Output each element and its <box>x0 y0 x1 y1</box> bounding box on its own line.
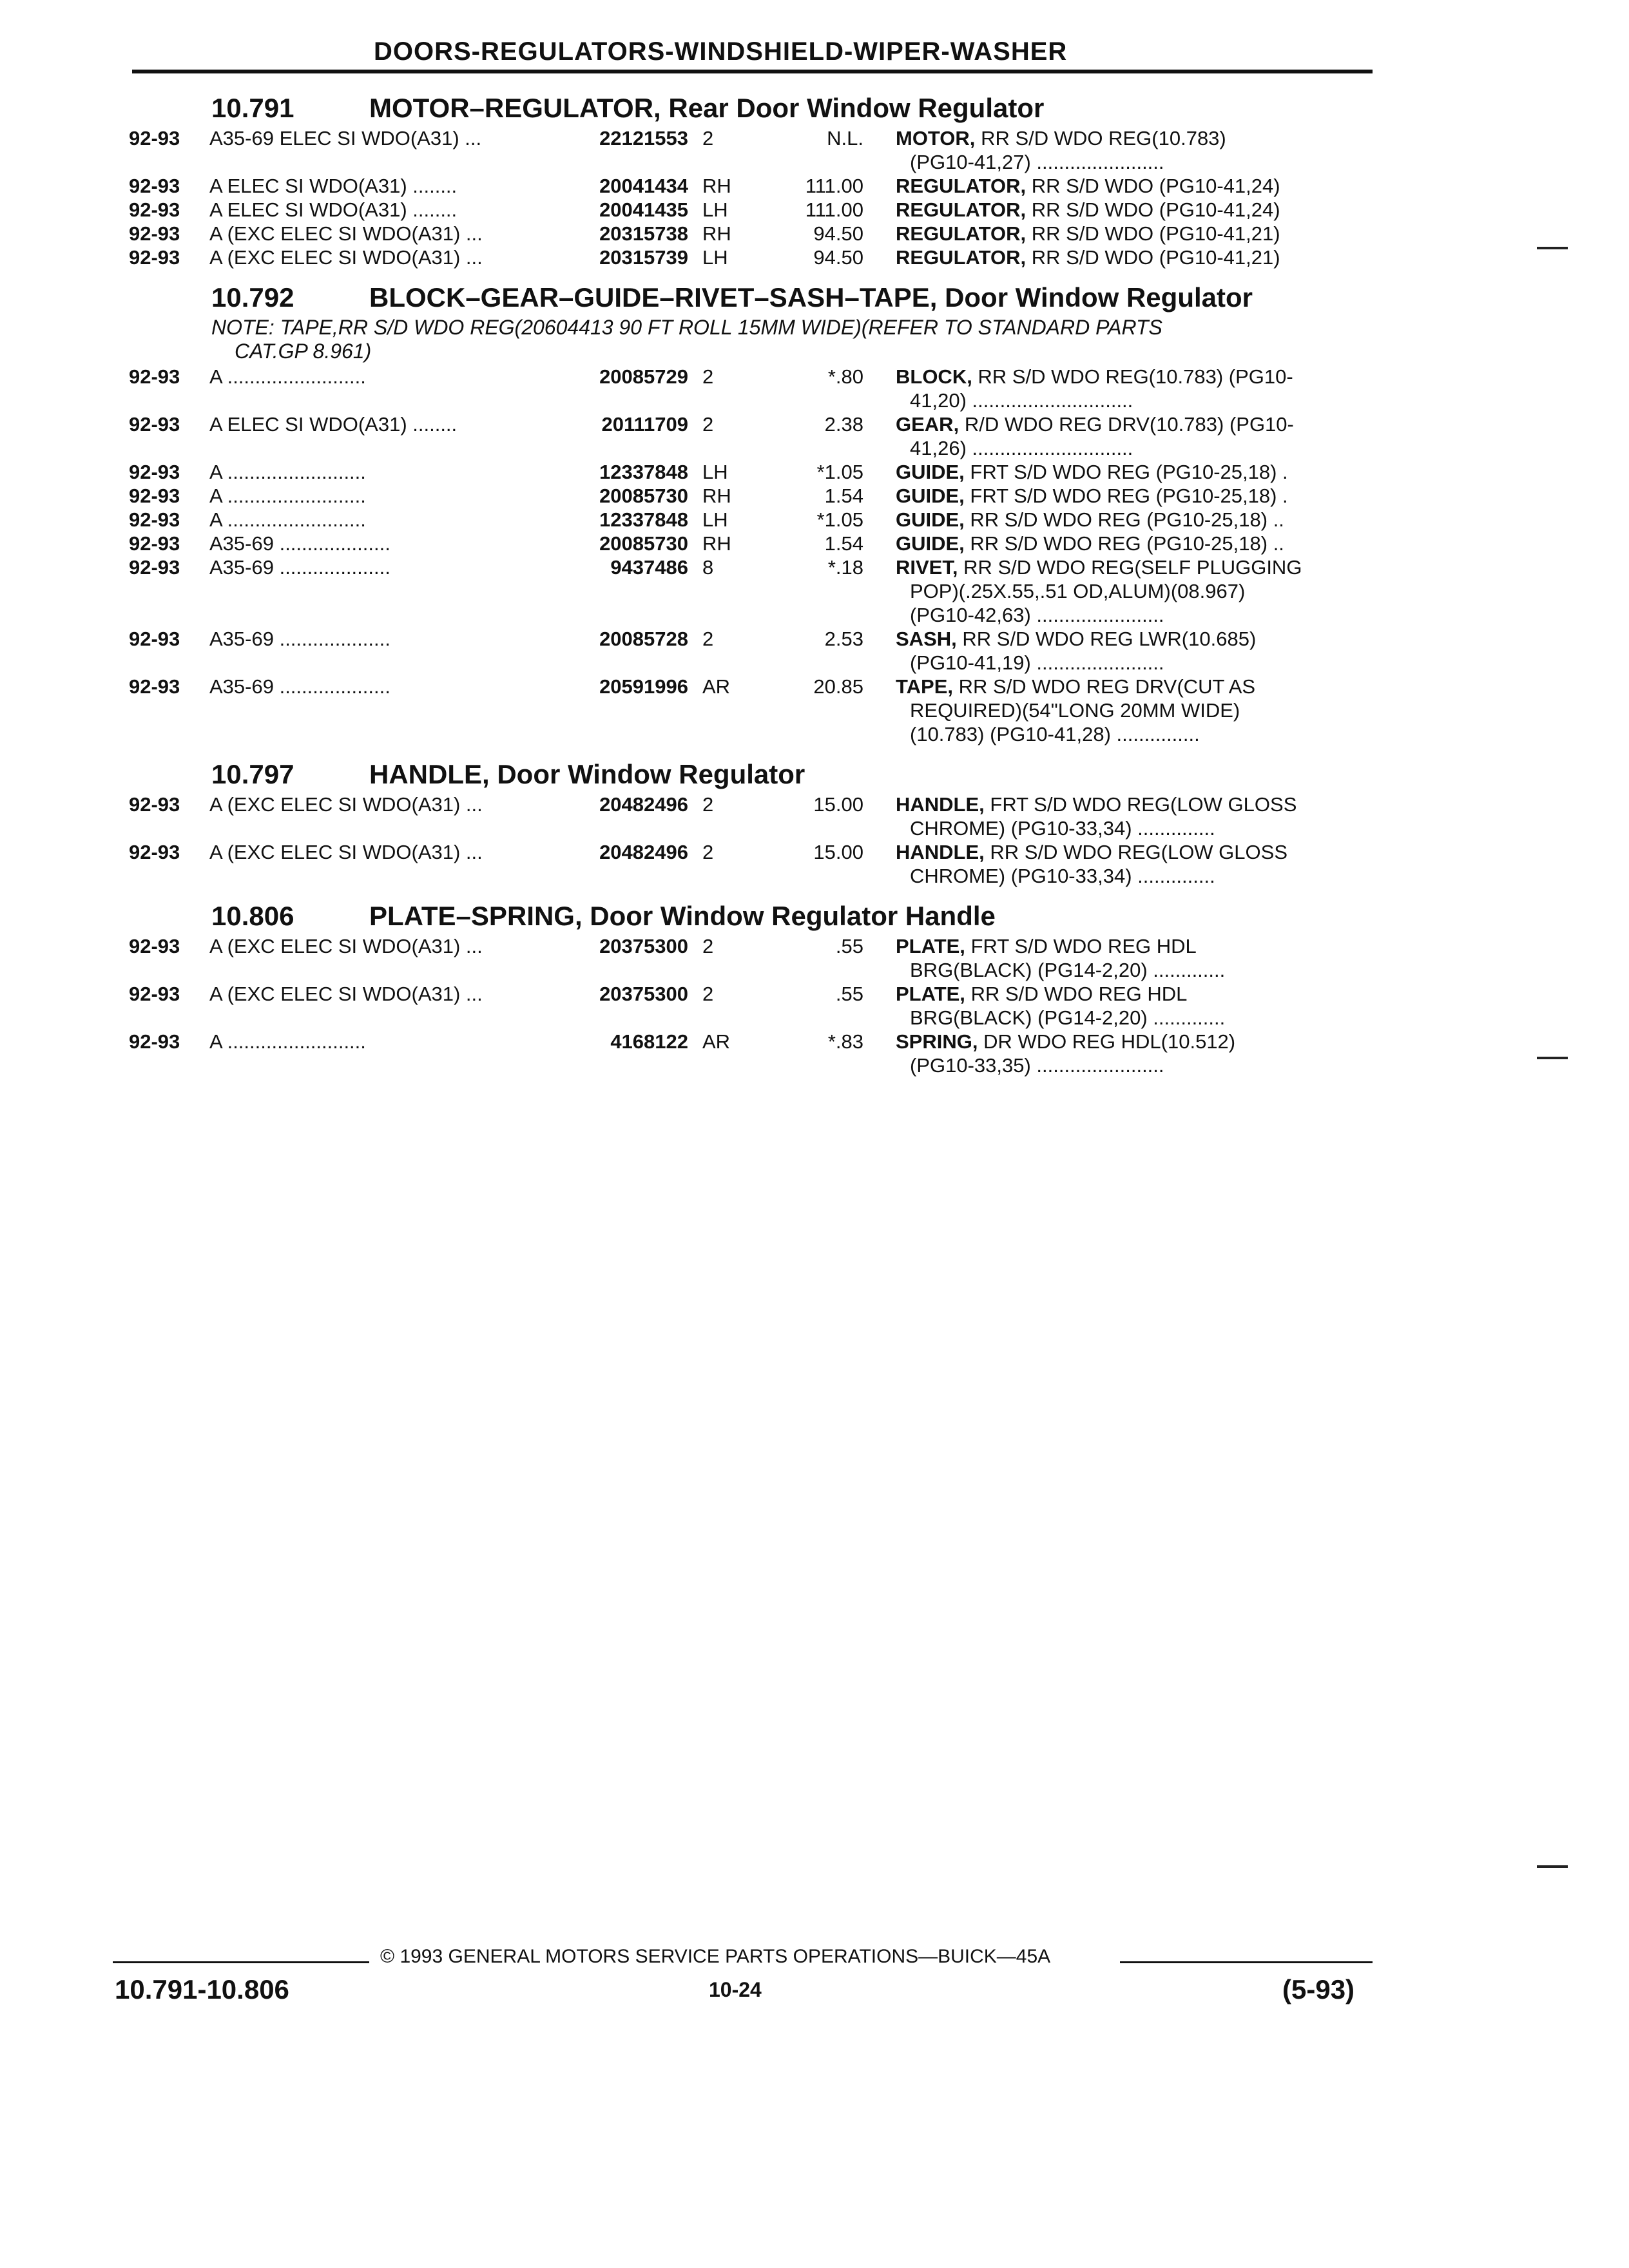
model-year: 92-93 <box>129 461 180 483</box>
model-year: 92-93 <box>129 485 180 507</box>
part-number: 20375300 <box>599 983 688 1005</box>
price: 111.00 <box>805 198 863 221</box>
margin-tick <box>1537 247 1568 249</box>
part-description: R/D WDO REG DRV(10.783) (PG10- <box>964 413 1294 436</box>
part-name: REGULATOR, <box>896 246 1027 269</box>
usage-code: A (EXC ELEC SI WDO(A31) ... <box>209 983 483 1005</box>
description <box>896 1030 1369 1077</box>
price: 2.53 <box>824 628 863 650</box>
usage-code: A (EXC ELEC SI WDO(A31) ... <box>209 841 483 863</box>
part-name: GEAR, <box>896 413 959 436</box>
part-description: RR S/D WDO (PG10-41,21) <box>1031 246 1280 269</box>
table-row <box>0 532 1629 555</box>
part-number: 20375300 <box>599 935 688 957</box>
part-description: RR S/D WDO REG HDL <box>970 983 1188 1005</box>
part-name: HANDLE, <box>896 793 985 816</box>
part-number: 12337848 <box>599 461 688 483</box>
usage-code: A (EXC ELEC SI WDO(A31) ... <box>209 222 483 245</box>
table-row <box>0 627 1629 675</box>
part-name: GUIDE, <box>896 485 965 507</box>
quantity: RH <box>702 532 731 555</box>
table-row <box>0 460 1629 484</box>
description <box>896 627 1369 675</box>
price: 20.85 <box>813 675 863 698</box>
section-title: PLATE–SPRING, Door Window Regulator Handle <box>369 901 996 931</box>
quantity: 2 <box>702 935 714 957</box>
model-year: 92-93 <box>129 246 180 269</box>
part-description-cont: (PG10-41,27) ....................... <box>910 151 1164 173</box>
model-year: 92-93 <box>129 222 180 245</box>
price: 94.50 <box>813 246 863 269</box>
part-description-cont: (PG10-41,19) ....................... <box>910 651 1164 674</box>
part-description-cont: 41,26) ............................. <box>910 437 1133 459</box>
description <box>896 675 1369 746</box>
quantity: LH <box>702 508 728 531</box>
section-note <box>211 316 1320 363</box>
section-title: HANDLE, Door Window Regulator <box>369 759 805 789</box>
part-description-cont: (PG10-42,63) ....................... <box>910 604 1164 626</box>
model-year: 92-93 <box>129 413 180 436</box>
part-name: MOTOR, <box>896 127 976 149</box>
table-row <box>0 222 1629 245</box>
description <box>896 412 1369 460</box>
part-name: REGULATOR, <box>896 222 1027 245</box>
description <box>896 532 1369 555</box>
table-row <box>0 840 1629 888</box>
part-description-cont: CHROME) (PG10-33,34) .............. <box>910 817 1215 840</box>
price: 94.50 <box>813 222 863 245</box>
part-number: 20041434 <box>599 175 688 197</box>
description <box>896 934 1369 982</box>
table-row <box>0 793 1629 840</box>
price: 1.54 <box>824 485 863 507</box>
part-name: RIVET, <box>896 556 958 579</box>
section-heading <box>0 84 1629 126</box>
part-name: HANDLE, <box>896 841 985 863</box>
quantity: 2 <box>702 983 714 1005</box>
part-number: 20041435 <box>599 198 688 221</box>
part-name: GUIDE, <box>896 508 965 531</box>
part-description: RR S/D WDO (PG10-41,24) <box>1031 175 1280 197</box>
model-year: 92-93 <box>129 1030 180 1053</box>
page-title: DOORS-REGULATORS-WINDSHIELD-WIPER-WASHER <box>374 37 1068 66</box>
part-description: RR S/D WDO REG(10.783) (PG10- <box>978 365 1293 388</box>
footer-date: (5-93) <box>1282 1974 1355 2004</box>
price: 15.00 <box>813 841 863 863</box>
quantity: 8 <box>702 556 714 579</box>
table-row <box>0 484 1629 508</box>
description <box>896 460 1369 484</box>
usage-code: A35-69 .................... <box>209 532 390 555</box>
usage-code: A35-69 .................... <box>209 556 390 579</box>
margin-tick <box>1537 1057 1568 1059</box>
header-divider <box>132 70 1373 73</box>
price: .55 <box>835 935 863 957</box>
quantity: 2 <box>702 793 714 816</box>
model-year: 92-93 <box>129 983 180 1005</box>
part-number: 20085730 <box>599 532 688 555</box>
section-title: BLOCK–GEAR–GUIDE–RIVET–SASH–TAPE, Door Window Regulator <box>369 282 1253 312</box>
model-year: 92-93 <box>129 532 180 555</box>
part-description: RR S/D WDO REG LWR(10.685) <box>962 628 1257 650</box>
price: *1.05 <box>816 508 863 531</box>
price: 2.38 <box>824 413 863 436</box>
price: 15.00 <box>813 793 863 816</box>
part-number: 20111709 <box>601 413 688 436</box>
description <box>896 484 1369 508</box>
part-number: 9437486 <box>610 556 688 579</box>
quantity: 2 <box>702 841 714 863</box>
description <box>896 840 1369 888</box>
usage-code: A ELEC SI WDO(A31) ........ <box>209 413 458 436</box>
price: N.L. <box>827 127 863 149</box>
description <box>896 982 1369 1030</box>
quantity: 2 <box>702 127 714 149</box>
part-description: RR S/D WDO REG(SELF PLUGGING <box>963 556 1302 579</box>
quantity: 2 <box>702 365 714 388</box>
description <box>896 174 1369 198</box>
model-year: 92-93 <box>129 127 180 149</box>
model-year: 92-93 <box>129 628 180 650</box>
table-row <box>0 555 1629 627</box>
footer-page-number: 10-24 <box>709 1978 762 2001</box>
model-year: 92-93 <box>129 935 180 957</box>
section-number: 10.797 <box>211 759 294 789</box>
usage-code: A ......................... <box>209 508 366 531</box>
section-number: 10.806 <box>211 901 294 931</box>
usage-code: A (EXC ELEC SI WDO(A31) ... <box>209 935 483 957</box>
part-description-cont: (PG10-33,35) ....................... <box>910 1054 1164 1077</box>
part-description: RR S/D WDO (PG10-41,24) <box>1031 198 1280 221</box>
section-heading <box>0 273 1629 316</box>
price: 111.00 <box>805 175 863 197</box>
footer-copyright: © 1993 GENERAL MOTORS SERVICE PARTS OPERATIONS—BUICK—45A <box>380 1946 1051 1967</box>
part-name: BLOCK, <box>896 365 972 388</box>
usage-code: A35-69 .................... <box>209 628 390 650</box>
usage-code: A (EXC ELEC SI WDO(A31) ... <box>209 246 483 269</box>
part-description: RR S/D WDO (PG10-41,21) <box>1031 222 1280 245</box>
usage-code: A ......................... <box>209 461 366 483</box>
table-row <box>0 126 1629 174</box>
part-description-cont: POP)(.25X.55,.51 OD,ALUM)(08.967) <box>910 580 1246 602</box>
footer-divider-left <box>113 1961 369 1963</box>
margin-tick <box>1537 1865 1568 1868</box>
part-name: GUIDE, <box>896 461 965 483</box>
part-number: 20591996 <box>599 675 688 698</box>
model-year: 92-93 <box>129 793 180 816</box>
part-name: PLATE, <box>896 935 965 957</box>
part-name: REGULATOR, <box>896 198 1027 221</box>
part-number: 20085728 <box>599 628 688 650</box>
part-number: 12337848 <box>599 508 688 531</box>
section-number: 10.791 <box>211 93 294 123</box>
table-row <box>0 508 1629 532</box>
part-description: RR S/D WDO REG (PG10-25,18) .. <box>970 532 1284 555</box>
footer-divider-right <box>1120 1961 1373 1963</box>
part-description: RR S/D WDO REG(10.783) <box>981 127 1226 149</box>
part-name: SASH, <box>896 628 957 650</box>
part-description: FRT S/D WDO REG (PG10-25,18) . <box>970 485 1288 507</box>
description <box>896 793 1369 840</box>
part-description-cont: CHROME) (PG10-33,34) .............. <box>910 865 1215 887</box>
table-row <box>0 245 1629 269</box>
description <box>896 365 1369 412</box>
model-year: 92-93 <box>129 365 180 388</box>
table-row <box>0 198 1629 222</box>
model-year: 92-93 <box>129 556 180 579</box>
usage-code: A ......................... <box>209 485 366 507</box>
usage-code: A ELEC SI WDO(A31) ........ <box>209 198 458 221</box>
quantity: AR <box>702 675 731 698</box>
price: *.18 <box>827 556 863 579</box>
description <box>896 555 1369 627</box>
part-description: FRT S/D WDO REG(LOW GLOSS <box>990 793 1297 816</box>
part-description: RR S/D WDO REG (PG10-25,18) .. <box>970 508 1284 531</box>
quantity: RH <box>702 222 731 245</box>
quantity: LH <box>702 246 728 269</box>
description <box>896 508 1369 532</box>
part-number: 20315738 <box>599 222 688 245</box>
usage-code: A ELEC SI WDO(A31) ........ <box>209 175 458 197</box>
part-name: REGULATOR, <box>896 175 1027 197</box>
quantity: 2 <box>702 413 714 436</box>
usage-code: A (EXC ELEC SI WDO(A31) ... <box>209 793 483 816</box>
part-description: DR WDO REG HDL(10.512) <box>983 1030 1236 1053</box>
section-heading <box>0 750 1629 793</box>
table-row <box>0 934 1629 982</box>
part-number: 20315739 <box>599 246 688 269</box>
parts-list <box>0 84 1629 1081</box>
part-number: 22121553 <box>599 127 688 149</box>
table-row <box>0 174 1629 198</box>
section-number: 10.792 <box>211 282 294 312</box>
footer-section-range: 10.791-10.806 <box>115 1974 289 2004</box>
table-row <box>0 675 1629 746</box>
part-number: 4168122 <box>610 1030 688 1053</box>
usage-code: A35-69 ELEC SI WDO(A31) ... <box>209 127 482 149</box>
usage-code: A35-69 .................... <box>209 675 390 698</box>
model-year: 92-93 <box>129 841 180 863</box>
price: *.80 <box>827 365 863 388</box>
part-description: RR S/D WDO REG(LOW GLOSS <box>990 841 1288 863</box>
section-heading <box>0 892 1629 934</box>
quantity: RH <box>702 175 731 197</box>
part-number: 20085730 <box>599 485 688 507</box>
usage-code: A ......................... <box>209 1030 366 1053</box>
model-year: 92-93 <box>129 198 180 221</box>
price: 1.54 <box>824 532 863 555</box>
description <box>896 222 1369 245</box>
table-row <box>0 365 1629 412</box>
usage-code: A ......................... <box>209 365 366 388</box>
part-description: FRT S/D WDO REG (PG10-25,18) . <box>970 461 1288 483</box>
table-row <box>0 982 1629 1030</box>
description <box>896 245 1369 269</box>
part-name: TAPE, <box>896 675 953 698</box>
part-description-cont: 41,20) ............................. <box>910 389 1133 412</box>
price: *.83 <box>827 1030 863 1053</box>
description <box>896 198 1369 222</box>
part-number: 20482496 <box>599 841 688 863</box>
price: .55 <box>835 983 863 1005</box>
part-description: RR S/D WDO REG DRV(CUT AS <box>958 675 1256 698</box>
table-row <box>0 1030 1629 1077</box>
quantity: LH <box>702 461 728 483</box>
description <box>896 126 1369 174</box>
quantity: LH <box>702 198 728 221</box>
price: *1.05 <box>816 461 863 483</box>
model-year: 92-93 <box>129 675 180 698</box>
quantity: RH <box>702 485 731 507</box>
quantity: 2 <box>702 628 714 650</box>
table-row <box>0 412 1629 460</box>
part-name: SPRING, <box>896 1030 978 1053</box>
note-line: NOTE: TAPE,RR S/D WDO REG(20604413 90 FT ROLL 15MM WIDE)(REFER TO STANDARD PARTS <box>211 316 1162 339</box>
note-line: CAT.GP 8.961) <box>235 340 372 363</box>
part-name: PLATE, <box>896 983 965 1005</box>
part-number: 20482496 <box>599 793 688 816</box>
part-description-cont: REQUIRED)(54"LONG 20MM WIDE) <box>910 699 1240 722</box>
section-title: MOTOR–REGULATOR, Rear Door Window Regulator <box>369 93 1045 123</box>
part-description-cont: BRG(BLACK) (PG14-2,20) ............. <box>910 959 1226 981</box>
part-description: FRT S/D WDO REG HDL <box>970 935 1197 957</box>
part-name: GUIDE, <box>896 532 965 555</box>
model-year: 92-93 <box>129 175 180 197</box>
part-number: 20085729 <box>599 365 688 388</box>
part-description-cont: BRG(BLACK) (PG14-2,20) ............. <box>910 1006 1226 1029</box>
quantity: AR <box>702 1030 731 1053</box>
part-description-cont: (10.783) (PG10-41,28) ............... <box>910 723 1200 745</box>
model-year: 92-93 <box>129 508 180 531</box>
